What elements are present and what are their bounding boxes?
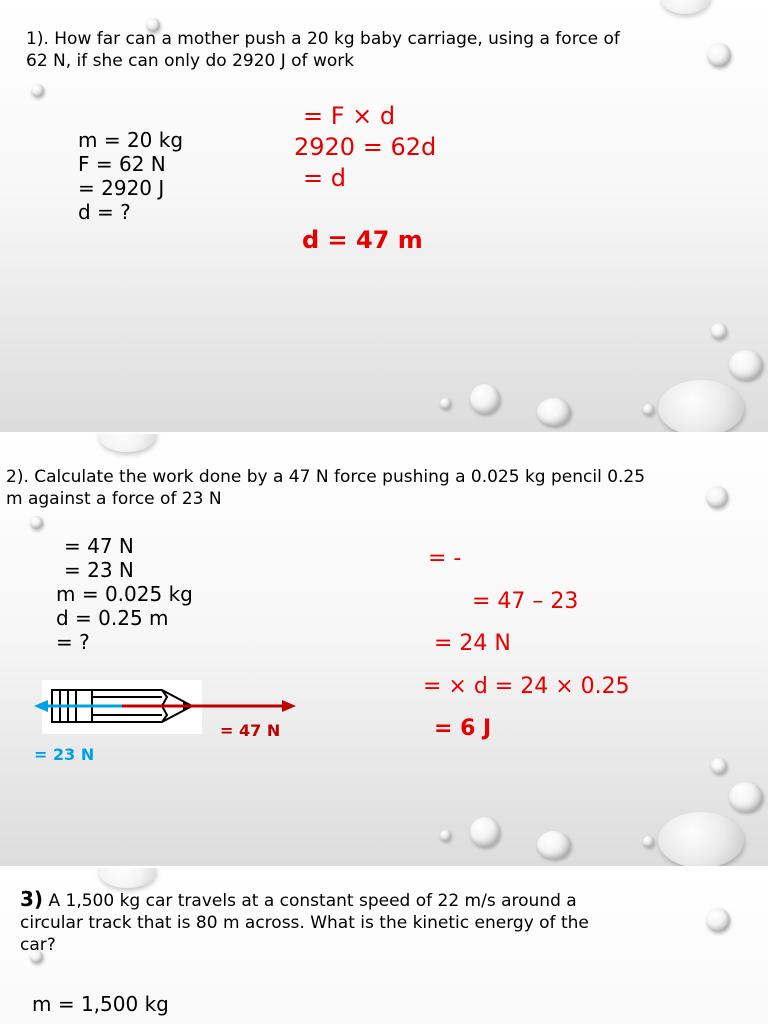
question-text <box>20 888 589 956</box>
given-values <box>56 534 193 654</box>
water-drop <box>711 758 727 774</box>
given-values <box>78 128 183 224</box>
water-drop <box>31 84 44 97</box>
water-drop <box>537 398 571 426</box>
given-work: = 2920 J <box>78 176 165 200</box>
given-distance: d = 0.25 m <box>56 606 169 630</box>
water-drop <box>440 830 451 841</box>
water-drop <box>98 434 156 452</box>
given-friction-force: = 23 N <box>64 558 134 582</box>
water-drop <box>440 398 451 409</box>
friction-force-label: = 23 N <box>34 745 95 764</box>
water-drop <box>658 812 744 866</box>
question-line: car? <box>20 935 56 955</box>
given-mass: m = 1,500 kg <box>32 992 169 1016</box>
water-drop <box>707 43 731 67</box>
question-text <box>6 466 645 510</box>
question-line <box>20 888 589 912</box>
given-force: F = 62 N <box>78 152 166 176</box>
water-drop <box>729 350 763 380</box>
water-drop <box>658 380 744 432</box>
given-distance: d = ? <box>78 200 131 224</box>
water-drop <box>729 782 763 812</box>
work-step: = d <box>303 164 346 192</box>
water-drop <box>660 0 710 14</box>
given-work: = ? <box>56 630 90 654</box>
given-applied-force: = 47 N <box>64 534 134 558</box>
question-line: circular track that is 80 m across. What is the kinetic energy of the <box>20 913 589 933</box>
water-drop <box>470 817 500 847</box>
water-drop <box>643 404 654 415</box>
water-drop <box>643 836 654 847</box>
work-step: 2920 = 62d <box>294 133 437 161</box>
work-step: = - <box>428 546 462 571</box>
slide-1 <box>0 0 768 432</box>
work-step: = 24 N <box>434 631 511 656</box>
slide-2 <box>0 434 768 866</box>
final-answer: d = 47 m <box>302 226 423 254</box>
work-step: = F × d <box>303 102 396 130</box>
given-mass: m = 0.025 kg <box>56 582 193 606</box>
water-drop <box>706 486 728 508</box>
slide-3 <box>0 868 768 1024</box>
question-line: 1). How far can a mother push a 20 kg baby carriage, using a force of <box>26 29 620 49</box>
work-step: = × d = 24 × 0.25 <box>423 674 630 699</box>
final-answer: = 6 J <box>434 716 492 741</box>
water-drop <box>706 908 730 932</box>
push-force-label: = 47 N <box>220 721 281 740</box>
question-line: 62 N, if she can only do 2920 J of work <box>26 51 355 71</box>
question-text <box>26 28 620 72</box>
given-values <box>32 992 169 1016</box>
work-step: = 47 – 23 <box>472 589 579 614</box>
water-drop <box>537 831 571 859</box>
water-drop <box>30 516 43 529</box>
question-number: 3) <box>20 887 44 911</box>
question-line: 2). Calculate the work done by a 47 N force pushing a 0.025 kg pencil 0.25 <box>6 467 646 487</box>
given-mass: m = 20 kg <box>78 128 184 152</box>
water-drop <box>470 384 500 414</box>
question-line-text: A 1,500 kg car travels at a constant speed of 22 m/s around a <box>43 891 577 911</box>
water-drop <box>98 868 156 888</box>
water-drop <box>711 323 727 339</box>
question-line: m against a force of 23 N <box>6 489 222 509</box>
